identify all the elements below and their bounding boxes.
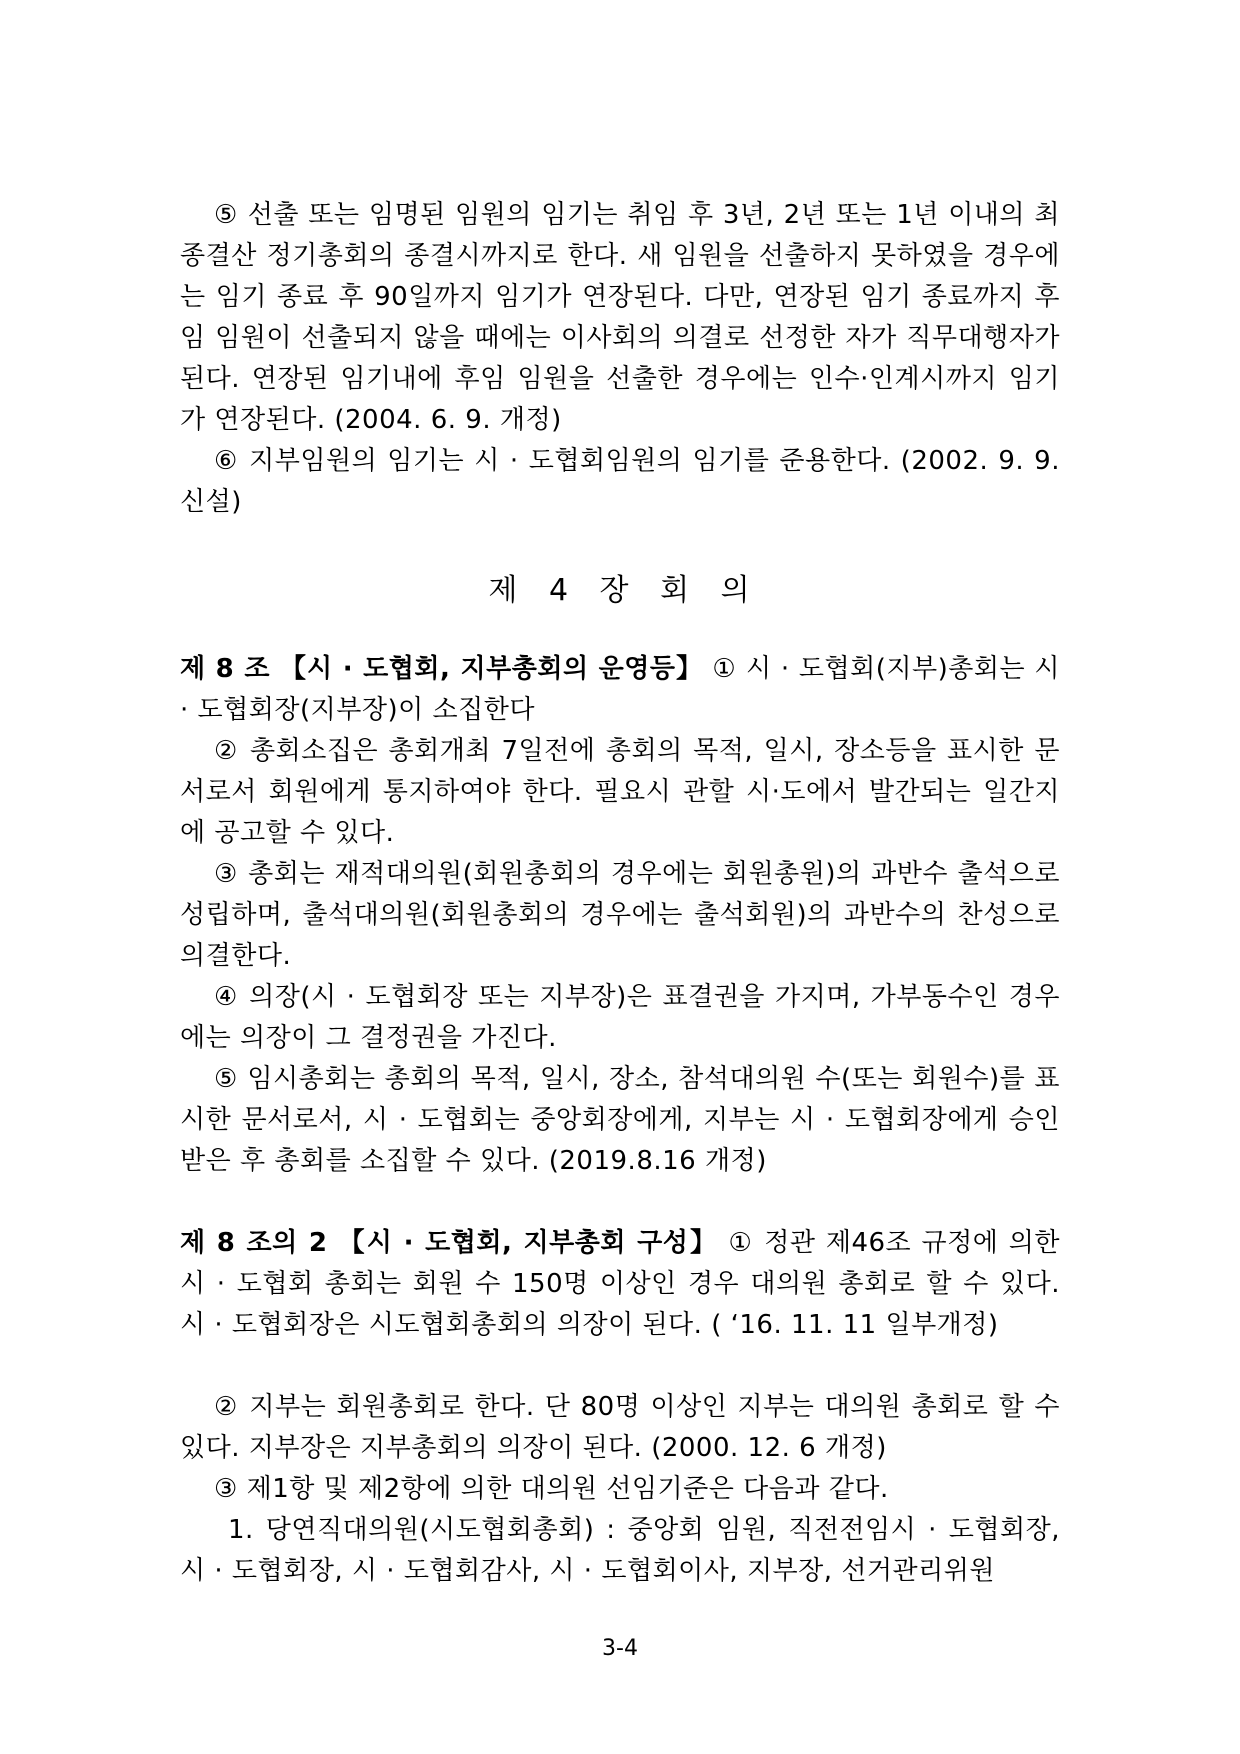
- article-8-2-clause-2: ② 지부는 회원총회로 한다. 단 80명 이상인 지부는 대의원 총회로 할 수 있다. 지부장은 지부총회의 의장이 된다. (2000. 12. 6 개정): [180, 1392, 1060, 1463]
- article-8-clause-2: ② 총회소집은 총회개최 7일전에 총회의 목적, 일시, 장소등을 표시한 문서로서 회원에게 통지하여야 한다. 필요시 관할 시·도에서 발간되는 일간지에 공고할 수 있다.: [180, 736, 1060, 848]
- chapter-title: 제 4 장 회 의: [488, 573, 752, 608]
- page-number: 3-4: [602, 1636, 638, 1661]
- paragraph-branch-term: ⑥ 지부임원의 임기는 시 · 도협회임원의 임기를 준용한다. (2002. 9. 9. 신설): [180, 446, 1060, 517]
- article-8-2-clause-3: ③ 제1항 및 제2항에 의한 대의원 선임기준은 다음과 같다.: [214, 1474, 889, 1504]
- article-8-2-clause-1: ① 정관 제46조 규정에 의한 시 · 도협회 총회는 회원 수 150명 이상인 경우 대의원 총회로 할 수 있다. 시 · 도협회장은 시도협회총회의 의장이 된다. ( ‘16. 11. 11 일부개정): [180, 1228, 1061, 1340]
- document-body: [180, 195, 1060, 1592]
- paragraph-term-extension: ⑤ 선출 또는 임명된 임원의 임기는 취임 후 3년, 2년 또는 1년 이내의 최종결산 정기총회의 종결시까지로 한다. 새 임원을 선출하지 못하였을 경우에는 임기 종료 후 90일까지 임기가 연장된다. 다만, 연장된 임기 종료까지 후임 임원이 선출되지 않을 때에는 이사회의 의결로 선정한 자가 직무대행자가 된다. 연장된 임기내에 후임 임원을 선출한 경우에는 인수·인계시까지 임기가 연장된다. (2004. 6. 9. 개정): [180, 200, 1060, 435]
- article-8-clause-3: ③ 총회는 재적대의원(회원총회의 경우에는 회원총원)의 과반수 출석으로 성립하며, 출석대의원(회원총회의 경우에는 출석회원)의 과반수의 찬성으로 의결한다.: [180, 859, 1060, 971]
- article-8-clause-1: ① 시 · 도협회(지부)총회는 시 · 도협회장(지부장)이 소집한다: [180, 654, 1061, 725]
- spacer: [180, 1346, 1060, 1387]
- article-8-heading: 제 8 조 【시 · 도협회, 지부총회의 운영등】: [180, 654, 704, 684]
- article-8-2-first: [180, 1223, 1060, 1346]
- article-8-2-heading: 제 8 조의 2 【시 · 도협회, 지부총회 구성】: [180, 1228, 719, 1258]
- article-8-first: [180, 649, 1060, 731]
- article-8-clause-4: ④ 의장(시 · 도협회장 또는 지부장)은 표결권을 가지며, 가부동수인 경우에는 의장이 그 결정권을 가진다.: [180, 982, 1060, 1053]
- article-8-clause-5: ⑤ 임시총회는 총회의 목적, 일시, 장소, 참석대의원 수(또는 회원수)를 표시한 문서로서, 시 · 도협회는 중앙회장에게, 지부는 시 · 도협회장에게 승인 받은 후 총회를 소집할 수 있다. (2019.8.16 개정): [180, 1064, 1060, 1176]
- spacer: [180, 1182, 1060, 1223]
- article-8-2-item-1: 1. 당연직대의원(시도협회총회) : 중앙회 임원, 직전전임시 · 도협회장, 시 · 도협회장, 시 · 도협회감사, 시 · 도협회이사, 지부장, 선거관리위원: [180, 1515, 1060, 1586]
